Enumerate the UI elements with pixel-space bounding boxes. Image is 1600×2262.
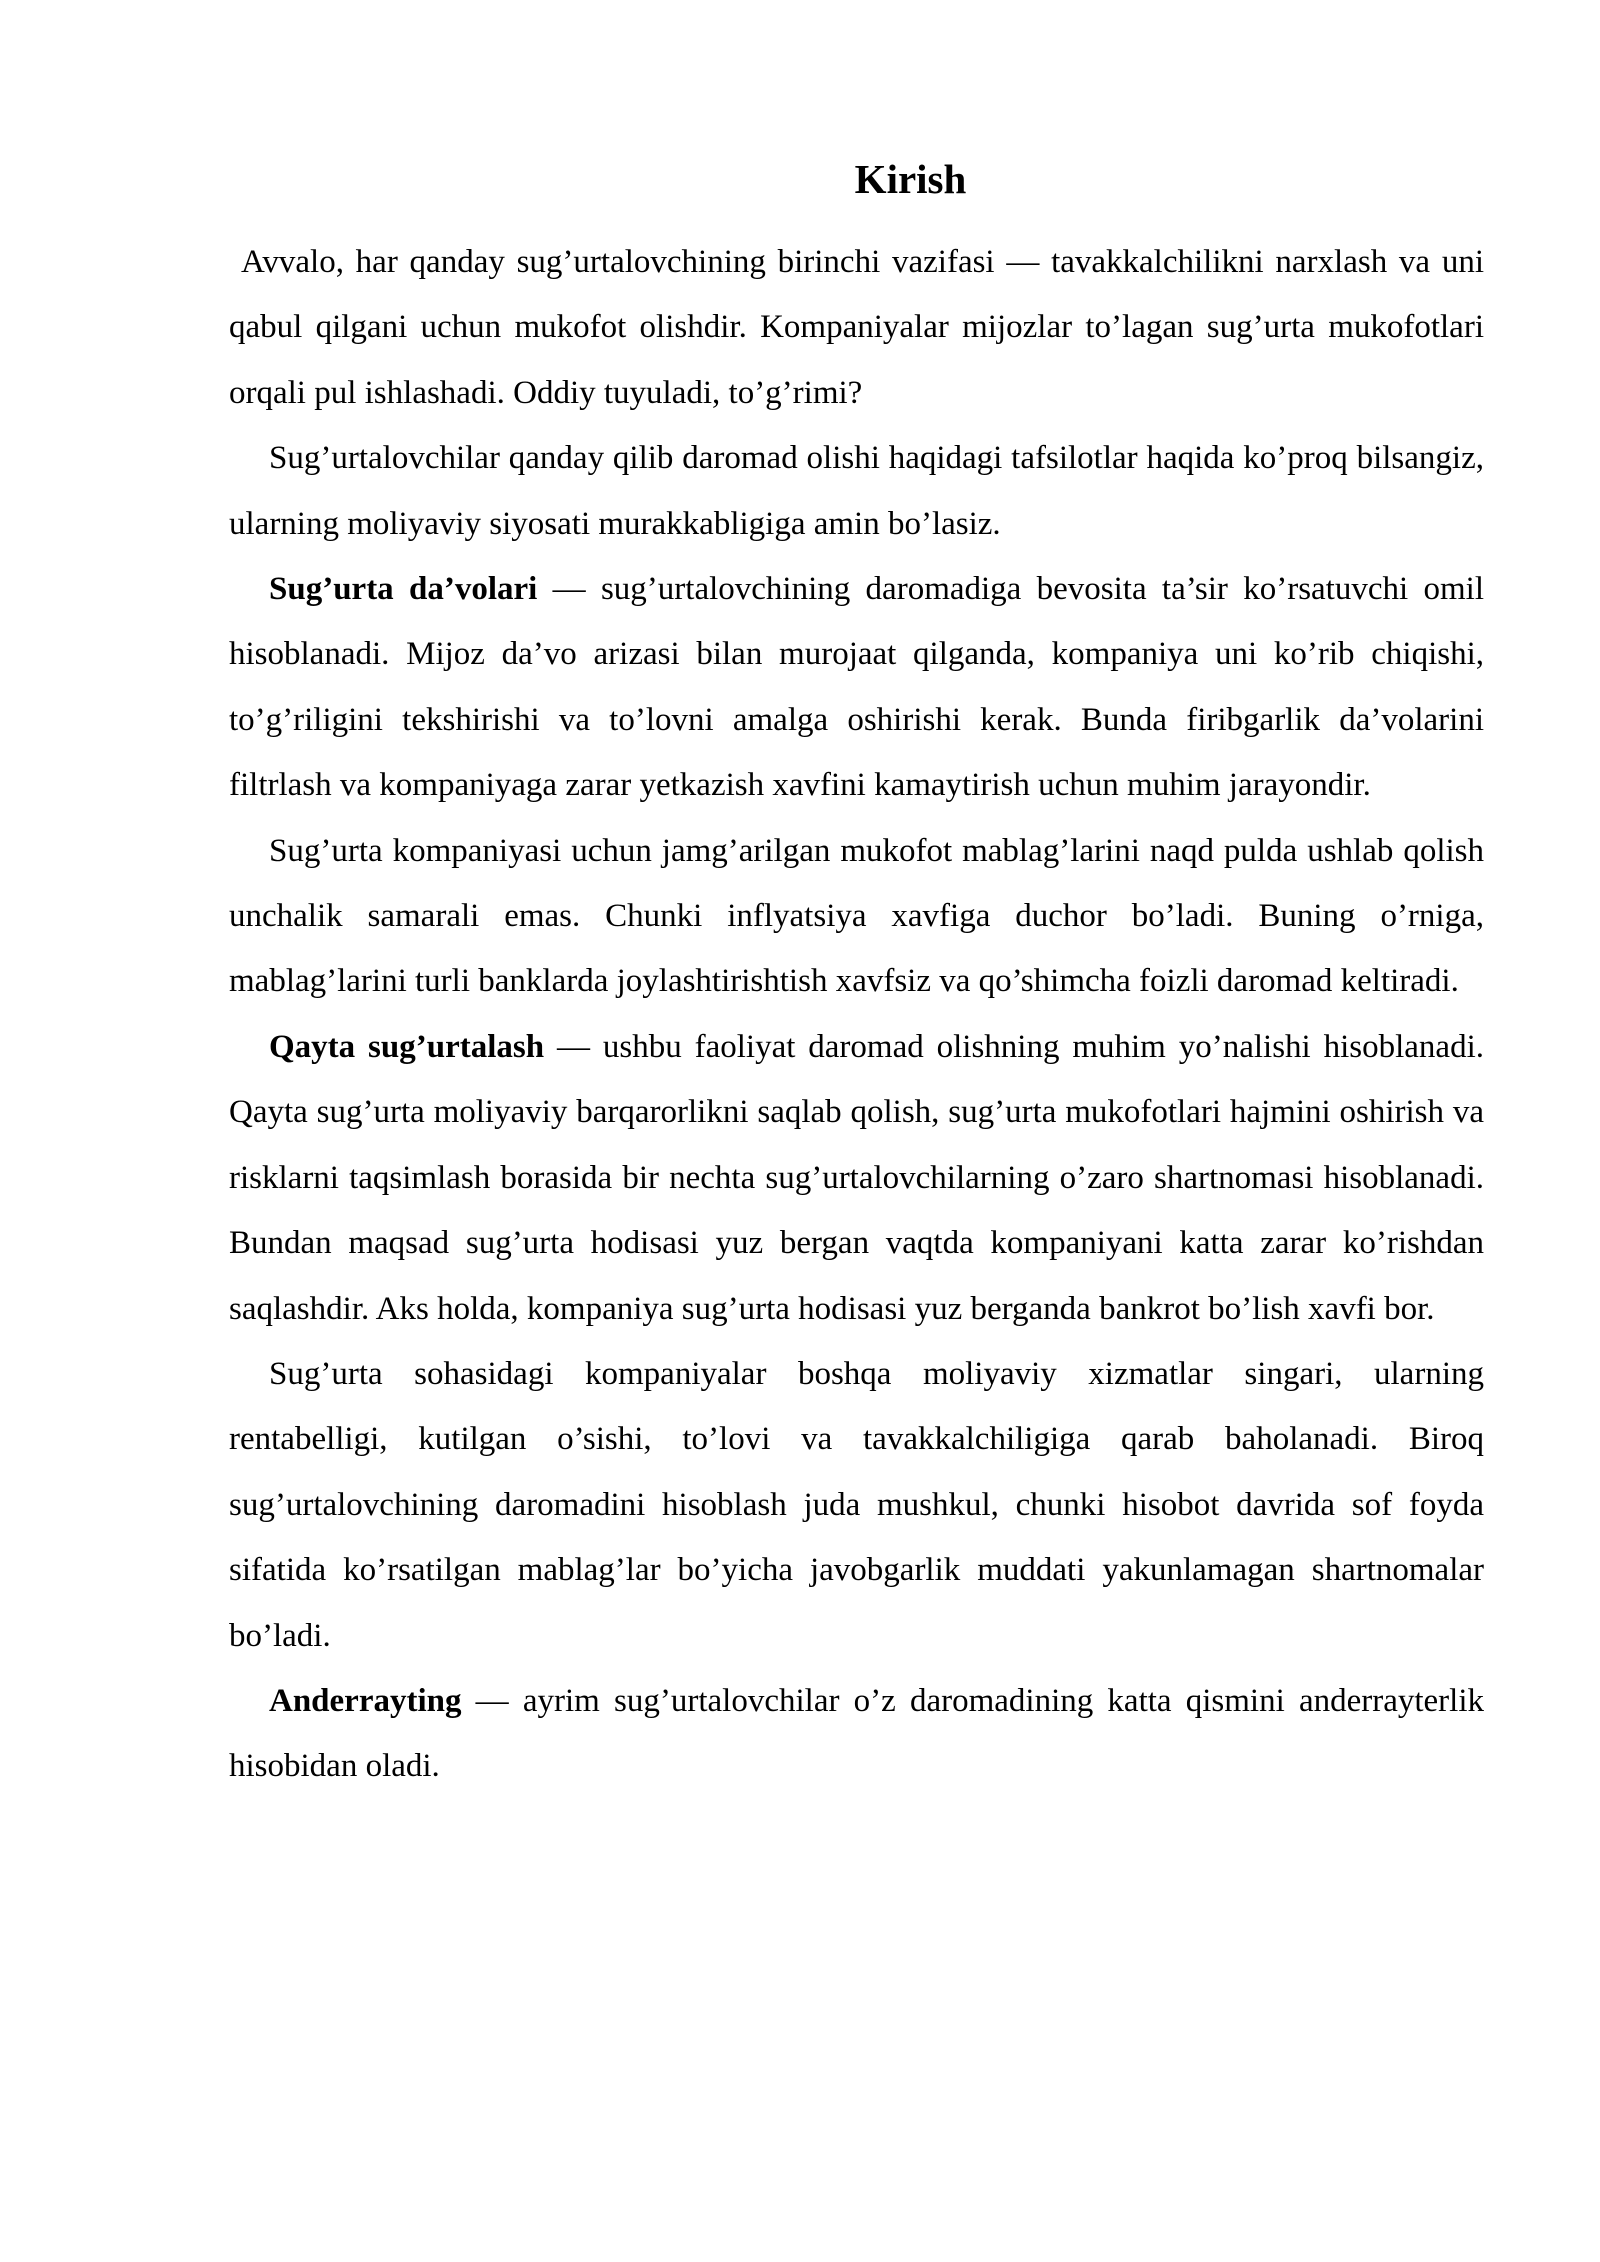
paragraph-text: Avvalo, har qanday sug’urtalovchining birinchi vazifasi — tavakkalchilikni narxlash va uni qabul qilgani uchun mukofot olishdir. Kompaniyalar mijozlar to’lagan sug’urta mukofotlari orqali pul ishlashadi. Oddiy tuyuladi, to’g’rimi? bbox=[229, 244, 1484, 411]
paragraph-term: Anderrayting bbox=[269, 1682, 462, 1719]
paragraph-1 bbox=[229, 230, 1484, 426]
paragraph-text: Sug’urtalovchilar qanday qilib daromad olishi haqidagi tafsilotlar haqida ko’proq bilsangiz, ularning moliyaviy siyosati murakkabligiga amin bo’lasiz. bbox=[229, 440, 1484, 542]
paragraph-2 bbox=[229, 426, 1484, 557]
paragraph-7 bbox=[229, 1669, 1484, 1800]
paragraph-text: — ayrim sug’urtalovchilar o’z daromadining katta qismini anderrayterlik hisobidan oladi. bbox=[229, 1682, 1484, 1785]
page-title: Kirish bbox=[854, 156, 967, 202]
paragraph-6 bbox=[229, 1342, 1484, 1669]
paragraph-3 bbox=[229, 557, 1484, 819]
paragraph-text: Sug’urta sohasidagi kompaniyalar boshqa moliyaviy xizmatlar singari, ularning rentabelligi, kutilgan o’sishi, to’lovi va tavakkalchiligiga qarab baholanadi. Biroq sug’urtalovchining daromadini hisoblash juda mushkul, chunki hisobot davrida sof foyda sifatida ko’rsatilgan mablag’lar bo’yicha javobgarlik muddati yakunlamagan shartnomalar bo’ladi. bbox=[229, 1355, 1484, 1654]
document-page bbox=[229, 150, 1484, 1800]
paragraph-term: Sug’urta da’volari bbox=[269, 571, 538, 608]
paragraph-5 bbox=[229, 1015, 1484, 1342]
paragraph-text: — sug’urtalovchining daromadiga bevosita ta’sir ko’rsatuvchi omil hisoblanadi. Mijoz da’vo arizasi bilan murojaat qilganda, kompaniya uni ko’rib chiqishi, to’g’riligini tekshirishi va to’lovni amalga oshirishi kerak. Bunda firibgarlik da’volarini filtrlash va kompaniyaga zarar yetkazish xavfini kamaytirish uchun muhim jarayondir. bbox=[229, 571, 1484, 804]
paragraph-text: — ushbu faoliyat daromad olishning muhim yo’nalishi hisoblanadi. Qayta sug’urta moliyaviy barqarorlikni saqlab qolish, sug’urta mukofotlari hajmini oshirish va risklarni taqsimlash borasida bir nechta sug’urtalovchilarning o’zaro shartnomasi hisoblanadi. Bundan maqsad sug’urta hodisasi yuz bergan vaqtda kompaniyani katta zarar ko’rishdan saqlashdir. Aks holda, kompaniya sug’urta hodisasi yuz berganda bankrot bo’lish xavfi bor. bbox=[229, 1028, 1485, 1327]
paragraph-text: Sug’urta kompaniyasi uchun jamg’arilgan mukofot mablag’larini naqd pulda ushlab qolish unchalik samarali emas. Chunki inflyatsiya xavfiga duchor bo’ladi. Buning o’rniga, mablag’larini turli banklarda joylashtirishtish xavfsiz va qo’shimcha foizli daromad keltiradi. bbox=[229, 832, 1484, 1000]
paragraph-4 bbox=[229, 819, 1484, 1015]
paragraph-term: Qayta sug’urtalash bbox=[269, 1028, 545, 1065]
